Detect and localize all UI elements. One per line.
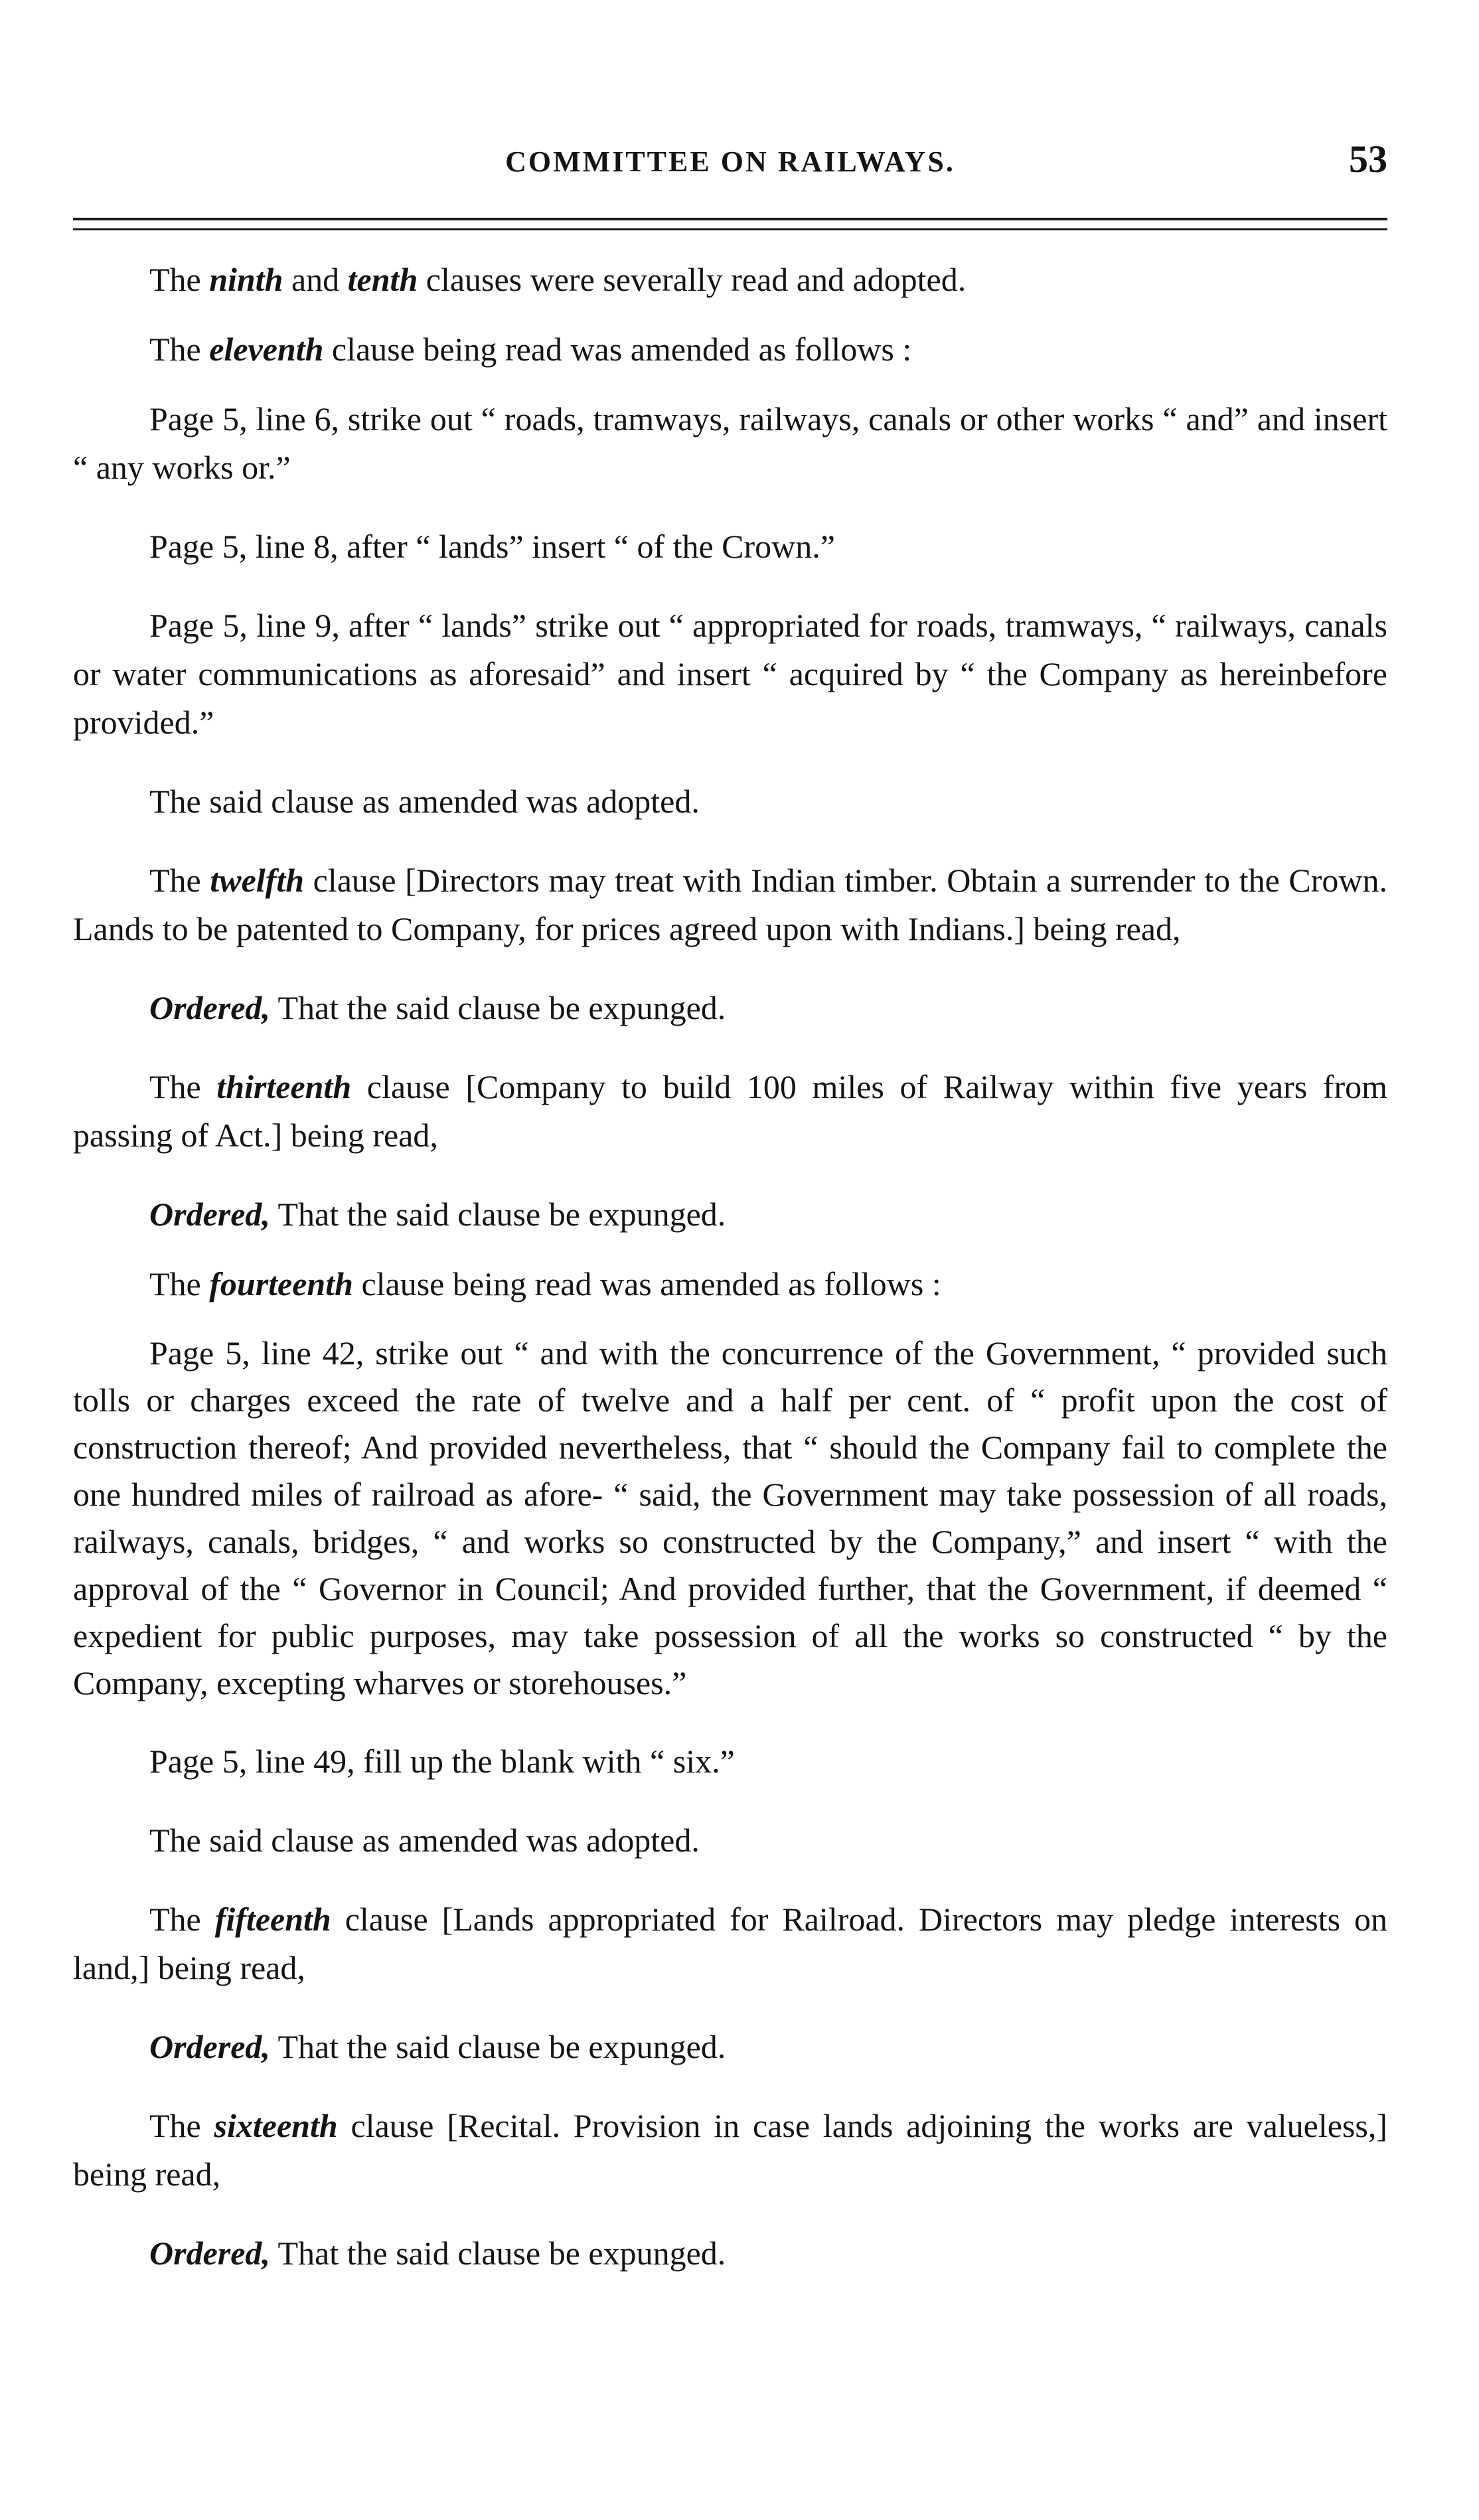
italic-text: Ordered, — [149, 2235, 270, 2272]
italic-text: fifteenth — [214, 1901, 331, 1938]
paragraph — [73, 2023, 1387, 2071]
text-run: The said clause as amended was adopted. — [149, 783, 700, 820]
text-run: The — [149, 2107, 214, 2144]
text-run: clause being read was amended as follows : — [352, 1265, 941, 1302]
paragraph — [73, 2229, 1387, 2278]
italic-text: Ordered, — [149, 989, 270, 1026]
text-run: clauses were severally read and adopted. — [418, 261, 967, 298]
header-rule-thick — [73, 218, 1387, 220]
text-run: clause [Company to build 100 miles of Railway within five years from passing of Act.] being read, — [73, 1068, 1387, 1154]
text-run: Page 5, line 49, fill up the blank with “ six.” — [149, 1743, 735, 1780]
text-run: clause [Directors may treat with Indian timber. Obtain a surrender to the Crown. Lands to be patented to Company, for prices agreed upon with Indians.] being read, — [73, 862, 1387, 947]
paragraph — [73, 1260, 1387, 1308]
paragraph — [73, 1063, 1387, 1160]
text-run: That the said clause be expunged. — [270, 2028, 726, 2065]
paragraph — [73, 856, 1387, 953]
italic-text: thirteenth — [216, 1068, 352, 1105]
italic-text: twelfth — [210, 862, 305, 899]
text-run: The — [149, 1068, 217, 1105]
text-run: That the said clause be expunged. — [270, 2235, 726, 2272]
italic-text: ninth — [209, 261, 283, 298]
paragraph — [73, 1330, 1387, 1707]
text-run: clause being read was amended as follows : — [323, 331, 912, 368]
text-run: Page 5, line 42, strike out “ and with the concurrence of the Government, “ provided such tolls or charges exceed the rate of twelve and a half per cent. of “ profit upon the cost of construction thereof; And provided nevertheless, that “ should the Company fail to complete the one hundred miles of railroad as afore- “ said, the Government may take possession of all roads, railways, canals, bridges, “ and works so constructed by the Company,” and insert “ with the approval of the “ Governor in Council; And provided further, that the Government, if deemed “ expedient for public purposes, may take possession of all the works so constructed “ by the Company, excepting wharves or storehouses.” — [73, 1334, 1387, 1701]
italic-text: Ordered, — [149, 1196, 270, 1233]
paragraph — [73, 1190, 1387, 1239]
page-title: COMMITTEE ON RAILWAYS. — [505, 145, 955, 178]
header-rule-thin — [73, 228, 1387, 230]
text-run: The — [149, 1265, 210, 1302]
page-body — [73, 256, 1387, 2299]
paragraph — [73, 984, 1387, 1032]
paragraph — [73, 1895, 1387, 1992]
text-run: Page 5, line 8, after “ lands” insert “ of the Crown.” — [149, 528, 835, 565]
text-run: That the said clause be expunged. — [270, 1196, 726, 1233]
italic-text: tenth — [347, 261, 418, 298]
text-run: The — [149, 1901, 215, 1938]
text-run: and — [283, 261, 348, 298]
running-header — [73, 133, 1387, 193]
text-run: The said clause as amended was adopted. — [149, 1822, 700, 1859]
paragraph — [73, 325, 1387, 374]
italic-text: fourteenth — [209, 1265, 353, 1302]
page-number: 53 — [1349, 137, 1387, 181]
italic-text: Ordered, — [149, 2028, 270, 2065]
paragraph — [73, 256, 1387, 304]
text-run: Page 5, line 9, after “ lands” strike out “ appropriated for roads, tramways, “ railways, canals or water communications as aforesaid” and insert “ acquired by “ the Company as hereinbefore provided.” — [73, 607, 1387, 741]
text-run: Page 5, line 6, strike out “ roads, tramways, railways, canals or other works “ and” and insert “ any works or.” — [73, 400, 1387, 486]
paragraph — [73, 601, 1387, 747]
text-run: The — [149, 862, 210, 899]
paragraph — [73, 777, 1387, 826]
text-run: The — [149, 331, 210, 368]
italic-text: eleventh — [209, 331, 324, 368]
paragraph — [73, 395, 1387, 492]
paragraph — [73, 522, 1387, 571]
italic-text: sixteenth — [214, 2107, 338, 2144]
paragraph — [73, 1816, 1387, 1865]
text-run: The — [149, 261, 210, 298]
text-run: That the said clause be expunged. — [270, 989, 726, 1026]
paragraph — [73, 2102, 1387, 2199]
text-run: clause [Lands appropriated for Railroad. Directors may pledge interests on land,] being read, — [73, 1901, 1388, 1986]
paragraph — [73, 1737, 1387, 1786]
text-run: clause [Recital. Provision in case lands adjoining the works are valueless,] being read, — [73, 2107, 1388, 2193]
